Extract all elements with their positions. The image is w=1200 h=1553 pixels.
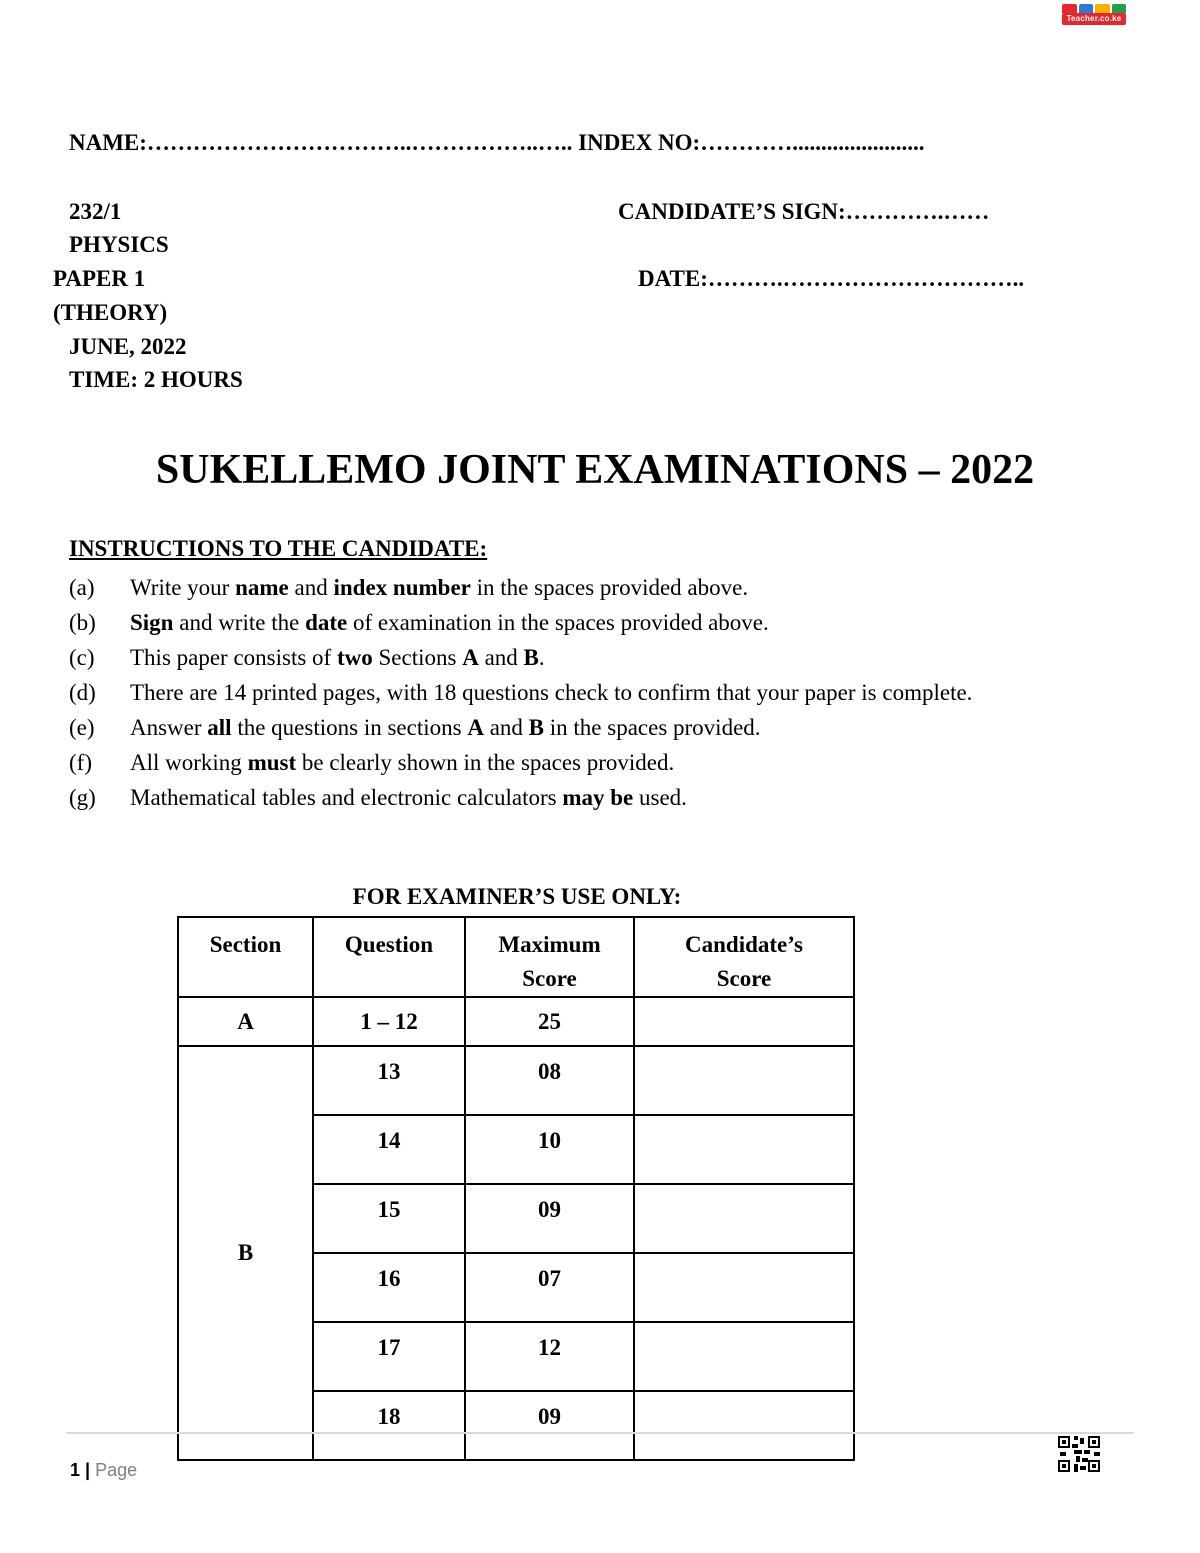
instructions-heading: INSTRUCTIONS TO THE CANDIDATE: <box>69 536 488 561</box>
max-score-cell: 12 <box>465 1322 634 1391</box>
instruction-text <box>130 780 1069 815</box>
candidate-sign-line: CANDIDATE’S SIGN:………….…… <box>618 199 990 224</box>
logo-tab <box>1062 4 1077 13</box>
candidate-score-cell[interactable] <box>634 1322 854 1391</box>
max-score-cell: 07 <box>465 1253 634 1322</box>
qr-code-icon <box>1058 1436 1100 1472</box>
max-score-cell: 08 <box>465 1046 634 1115</box>
instruction-text <box>130 710 1069 745</box>
instruction-item <box>69 640 1069 675</box>
instruction-text-run: and <box>478 645 524 670</box>
instruction-bold-text: must <box>247 750 297 775</box>
max-score-cell: 25 <box>465 997 634 1046</box>
logo-text: Teacher.co.ke <box>1062 13 1126 25</box>
column-header-maximum-score <box>465 917 634 997</box>
instruction-item <box>69 570 1069 605</box>
instruction-text <box>130 675 1069 710</box>
exam-title: SUKELLEMO JOINT EXAMINATIONS – 2022 <box>155 447 1035 493</box>
instruction-bold-text: may be <box>562 785 634 810</box>
candidate-score-cell[interactable] <box>634 1391 854 1460</box>
instruction-bold-text: A <box>462 645 479 670</box>
examiner-heading: FOR EXAMINER’S USE ONLY: <box>352 884 682 909</box>
table-row-section-a <box>178 997 854 1046</box>
column-header-line: Score <box>522 966 577 991</box>
page-footer <box>70 1460 137 1481</box>
instruction-text <box>130 640 1069 675</box>
instruction-label: (c) <box>69 645 95 670</box>
instruction-text <box>130 745 1069 780</box>
instruction-text-run: Sections <box>372 645 463 670</box>
instruction-bold-text: A <box>467 715 484 740</box>
column-header-line: Maximum <box>498 932 601 957</box>
instruction-bold-text: date <box>305 610 348 635</box>
instruction-text <box>130 605 1069 640</box>
instruction-label: (f) <box>69 750 92 775</box>
instruction-bold-text: name <box>235 575 289 600</box>
exam-duration: TIME: 2 HOURS <box>69 367 243 392</box>
column-header-line: Score <box>716 966 772 991</box>
question-cell: 15 <box>313 1184 465 1253</box>
instruction-text-run: There are 14 printed pages, with 18 questions check to confirm that your paper is complete. <box>130 680 973 705</box>
column-header-question: Question <box>313 917 465 997</box>
column-header-line: Candidate’s <box>685 932 803 957</box>
logo-tab <box>1095 4 1110 13</box>
teacher-co-ke-logo <box>1062 4 1126 26</box>
section-cell: B <box>178 1046 313 1460</box>
instruction-label: (e) <box>69 715 95 740</box>
instruction-label: (d) <box>69 680 96 705</box>
candidate-score-cell[interactable] <box>634 997 854 1046</box>
instruction-bold-text: B <box>528 715 544 740</box>
instruction-bold-text: B <box>523 645 539 670</box>
instruction-text-run: of examination in the spaces provided above. <box>347 610 769 635</box>
instruction-text-run: in the spaces provided. <box>544 715 761 740</box>
instruction-bold-text: all <box>207 715 232 740</box>
exam-month: JUNE, 2022 <box>69 334 187 359</box>
instruction-text-run: used. <box>633 785 687 810</box>
instruction-text-run: All working <box>130 750 248 775</box>
instruction-item <box>69 710 1069 745</box>
instruction-item <box>69 675 1069 710</box>
instruction-text <box>130 570 1069 605</box>
instruction-text-run: Write your <box>130 575 236 600</box>
instruction-text-run: the questions in sections <box>231 715 468 740</box>
candidate-score-cell[interactable] <box>634 1115 854 1184</box>
instruction-item <box>69 605 1069 640</box>
instruction-item <box>69 780 1069 815</box>
page-number: 1 <box>70 1460 81 1480</box>
instruction-text-run: . <box>538 645 545 670</box>
column-header-section: Section <box>178 917 313 997</box>
question-cell: 18 <box>313 1391 465 1460</box>
question-cell: 1 – 12 <box>313 997 465 1046</box>
candidate-score-cell[interactable] <box>634 1046 854 1115</box>
page-word: Page <box>95 1460 138 1480</box>
question-cell: 17 <box>313 1322 465 1391</box>
logo-color-tabs <box>1062 4 1126 13</box>
instruction-label: (b) <box>69 610 96 635</box>
column-header-candidate-score <box>634 917 854 997</box>
max-score-cell: 10 <box>465 1115 634 1184</box>
question-cell: 16 <box>313 1253 465 1322</box>
instruction-bold-text: index number <box>333 575 471 600</box>
instruction-text-run: Answer <box>130 715 208 740</box>
instruction-label: (a) <box>69 575 95 600</box>
subject-name: PHYSICS <box>69 232 169 257</box>
table-row <box>178 1046 854 1115</box>
instruction-text-run: and write the <box>173 610 306 635</box>
paper-number: PAPER 1 <box>53 266 146 291</box>
instruction-text-run: in the spaces provided above. <box>470 575 749 600</box>
instruction-text-run: and <box>288 575 334 600</box>
candidate-score-cell[interactable] <box>634 1184 854 1253</box>
instruction-text-run: be clearly shown in the spaces provided. <box>296 750 675 775</box>
instruction-bold-text: Sign <box>130 610 174 635</box>
name-index-line: NAME:……………………………..……………..….. INDEX NO:…………....................... <box>69 130 925 155</box>
table-header-row <box>178 917 854 997</box>
footer-separator: | <box>85 1460 91 1480</box>
instructions-list <box>69 570 1069 815</box>
section-cell: A <box>178 997 313 1046</box>
examiner-score-table <box>177 916 855 1461</box>
logo-tab <box>1079 4 1094 13</box>
candidate-score-cell[interactable] <box>634 1253 854 1322</box>
max-score-cell: 09 <box>465 1184 634 1253</box>
instruction-label: (g) <box>69 785 96 810</box>
question-cell: 13 <box>313 1046 465 1115</box>
max-score-cell: 09 <box>465 1391 634 1460</box>
footer-divider <box>66 1432 1134 1434</box>
instruction-item <box>69 745 1069 780</box>
instruction-bold-text: two <box>336 645 373 670</box>
question-cell: 14 <box>313 1115 465 1184</box>
date-line: DATE:……….………………………….. <box>638 266 1025 291</box>
paper-type: (THEORY) <box>53 300 168 325</box>
logo-tab <box>1112 4 1127 13</box>
instruction-text-run: This paper consists of <box>130 645 337 670</box>
instruction-text-run: and <box>483 715 529 740</box>
instruction-text-run: Mathematical tables and electronic calculators <box>130 785 563 810</box>
paper-code: 232/1 <box>69 199 122 224</box>
